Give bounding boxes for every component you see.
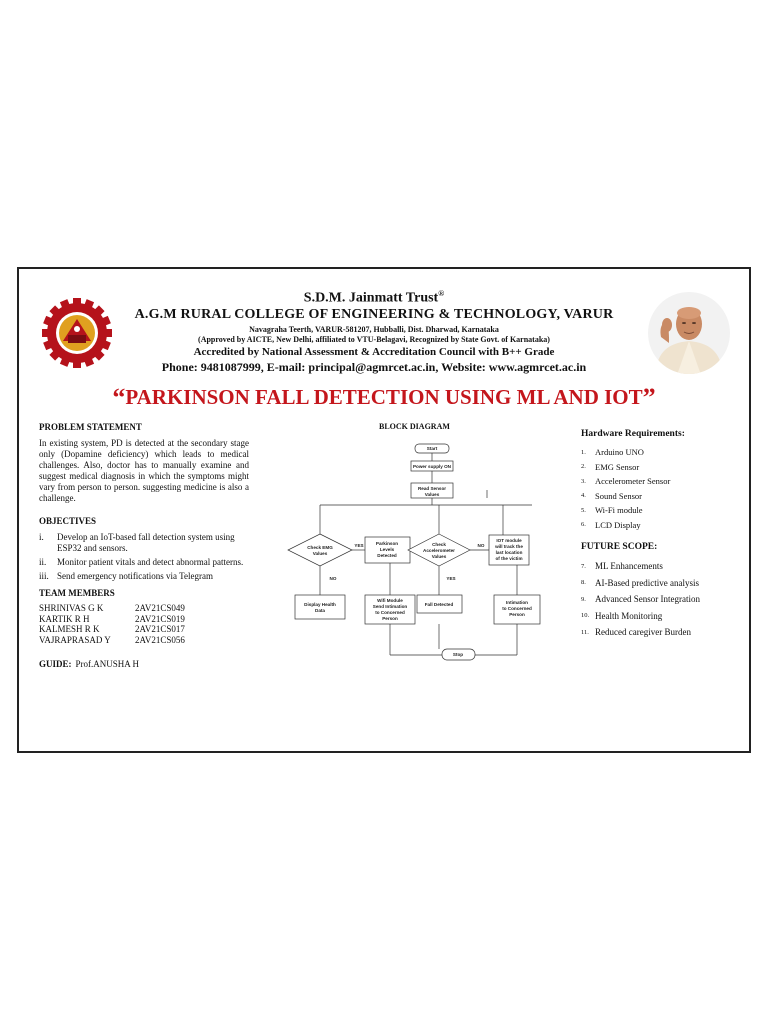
diagram-iot-label-2: will track the — [495, 544, 523, 549]
diagram-acc-label-2: Accelerometer — [423, 548, 455, 553]
list-item: 8. AI-Based predictive analysis — [581, 577, 699, 588]
problem-text: In existing system, PD is detected at the secondary stage only (Dopamine deficiency) which leads to medical challenges. Also, doctor has to manually examine and suggest medical diagnosis in which the symptoms might vary from person to person. suggesting medicine is also a challenge. — [39, 438, 249, 503]
guide-line: GUIDE: Prof.ANUSHA H — [39, 659, 140, 669]
diagram-read-label-1: Read Sensor — [417, 486, 447, 491]
diagram-iot-label-4: of the victim — [495, 556, 523, 561]
list-item: i. Develop an IoT-based fall detection system using ESP32 and sensors. — [39, 532, 235, 553]
diagram-emg-label-1: Check EMG — [307, 545, 333, 550]
objectives-list — [39, 532, 249, 582]
team-row: KALMESH R K 2AV21CS017 — [39, 624, 185, 634]
diagram-fall-label: Fall Detected — [424, 602, 454, 607]
team-row: SHRINIVAS G K 2AV21CS049 — [39, 603, 185, 613]
diagram-park-label-1: Parkinson — [375, 541, 399, 546]
diagram-wifi-label-4: Person — [382, 616, 398, 621]
list-item: 4. Sound Sensor — [581, 490, 642, 501]
diagram-yes-label-1: YES — [354, 543, 364, 548]
trust-name: S.D.M. Jainmatt Trust® — [303, 289, 445, 306]
diagram-park-label-3: Detected — [377, 553, 397, 558]
diagram-int-label-3: Person — [509, 612, 525, 617]
diagram-stop-label: Stop — [452, 652, 464, 657]
team-row: VAJRAPRASAD Y 2AV21CS056 — [39, 634, 185, 645]
hardware-list — [581, 445, 741, 532]
diagram-iot-label-3: last location — [495, 550, 523, 555]
diagram-emg-label-2: Values — [312, 551, 328, 556]
diagram-int-label-2: to Concerned — [502, 606, 532, 611]
poster — [17, 267, 751, 753]
diagram-yes-label-2: YES — [446, 576, 456, 581]
diagram-power-label: Power supply ON — [412, 464, 452, 469]
list-item: 2. EMG Sensor — [581, 461, 640, 472]
list-item: 9. Advanced Sensor Integration — [581, 594, 700, 605]
diagram-read-label-2: Values — [424, 492, 440, 497]
team-heading: TEAM MEMBERS — [39, 588, 115, 598]
diagram-wifi-label-2: Send Intimation — [372, 604, 408, 609]
hardware-heading: Hardware Requirements: — [581, 429, 685, 439]
contact-line: Phone: 9481087999, E-mail: principal@agmrcet.ac.in, Website: www.agmrcet.ac.in — [161, 360, 587, 374]
diagram-iot-label-1: IOT module — [496, 538, 522, 543]
diagram-health-label-2: Data — [315, 608, 325, 613]
diagram-start-label: Start — [426, 446, 438, 451]
list-item: 1. Arduino UNO — [581, 447, 644, 458]
team-list — [39, 603, 249, 645]
college-logo-icon — [41, 297, 113, 369]
project-title: “PARKINSON FALL DETECTION USING ML AND IOT” — [112, 383, 656, 412]
list-item: 3. Accelerometer Sensor — [581, 476, 671, 487]
college-address: Navagraha Teerth, VARUR-581207, Hubballi, Dist. Dharwad, Karnataka — [249, 325, 499, 334]
right-column — [581, 429, 741, 641]
list-item: 6. LCD Display — [581, 519, 641, 530]
diagram-health-label-1: Display Health — [304, 602, 336, 607]
list-item: 5. Wi-Fi module — [581, 505, 643, 516]
diagram-no-label-2: NO — [477, 543, 485, 548]
approval-line: (Approved by AICTE, New Delhi, affiliated to VTU-Belagavi, Recognized by State Govt. of Karnataka) — [198, 335, 550, 344]
list-item: iii. Send emergency notifications via Telegram — [39, 571, 213, 581]
team-row: KARTIK R H 2AV21CS019 — [39, 613, 185, 624]
list-item: 10. Health Monitoring — [581, 610, 663, 621]
diagram-park-label-2: Levels — [379, 547, 395, 552]
accreditation-line: Accredited by National Assessment & Accreditation Council with B++ Grade — [193, 346, 555, 358]
list-item: 11. Reduced caregiver Burden — [581, 627, 691, 638]
list-item: ii. Monitor patient vitals and detect abnormal patterns. — [39, 557, 244, 567]
diagram-acc-label-3: Values — [431, 554, 447, 559]
diagram-wifi-label-1: Wifi Module — [377, 598, 403, 603]
future-heading: FUTURE SCOPE: — [581, 542, 658, 552]
objectives-heading: OBJECTIVES — [39, 516, 97, 526]
diagram-no-label-1: NO — [329, 576, 337, 581]
diagram-acc-label-1: Check — [432, 542, 446, 547]
block-diagram — [277, 435, 557, 671]
left-column — [39, 422, 249, 670]
block-diagram-heading: BLOCK DIAGRAM — [379, 422, 450, 431]
college-name: A.G.M RURAL COLLEGE OF ENGINEERING & TECHNOLOGY, VARUR — [134, 307, 614, 322]
problem-heading: PROBLEM STATEMENT — [39, 422, 142, 432]
future-list — [581, 558, 741, 641]
list-item: 7. ML Enhancements — [581, 561, 663, 572]
diagram-int-label-1: Intimation — [506, 600, 528, 605]
founder-photo — [647, 291, 731, 375]
diagram-wifi-label-3: to Concerned — [375, 610, 405, 615]
